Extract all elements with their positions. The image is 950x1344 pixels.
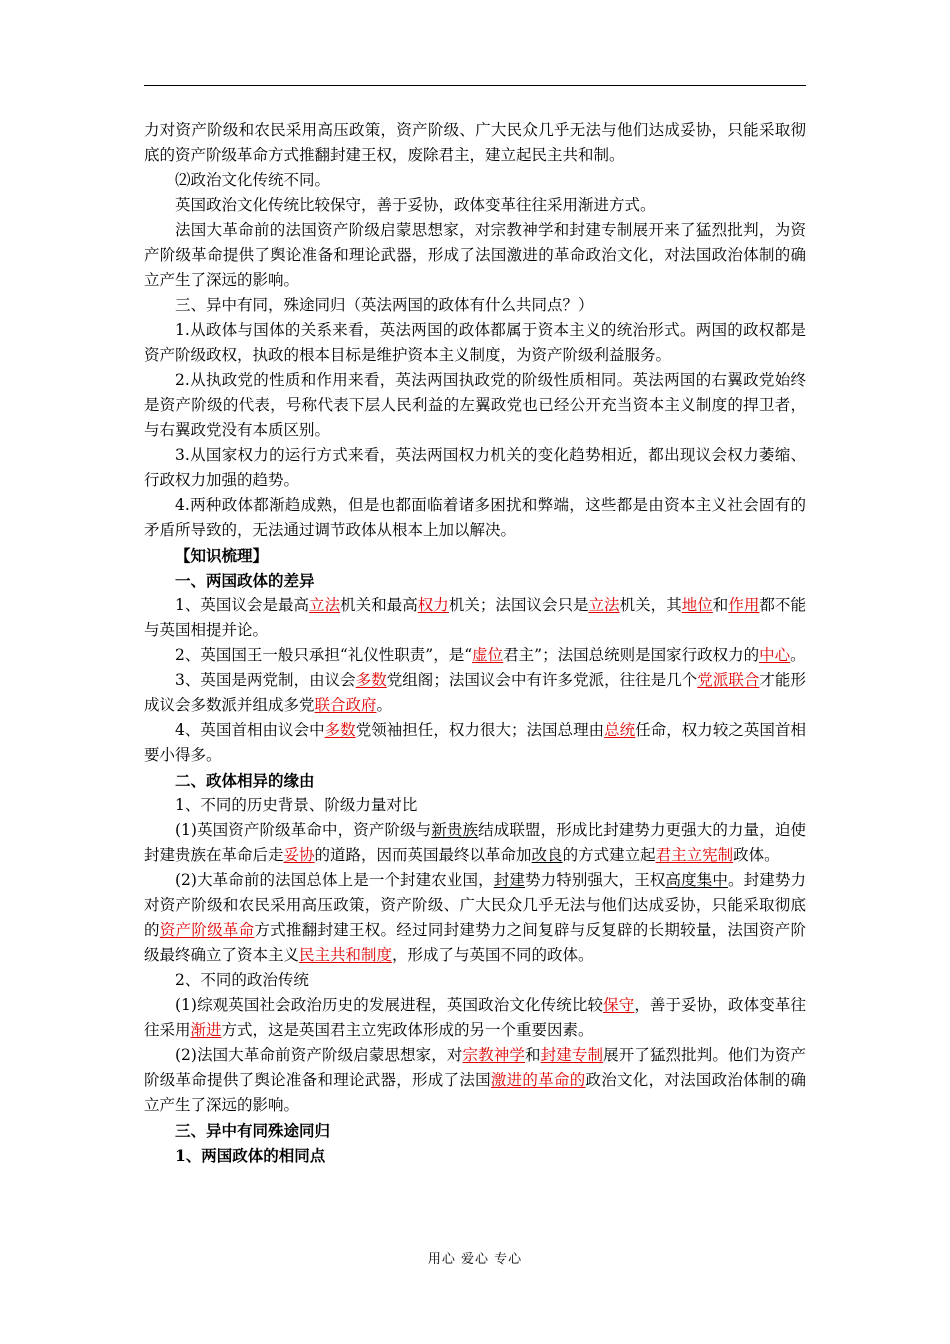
answer-term: 党派联合 xyxy=(697,671,760,689)
section-heading xyxy=(144,1118,806,1143)
text-run: 1.从政体与国体的关系来看，英法两国的政体都属于资本主义的统治形式。两国的政权都是资产阶级政权，执政的根本目标是维护资本主义制度，为资产阶级利益服务。 xyxy=(144,321,806,364)
text-run: 2、英国国王一般只承担“礼仪性职责”，是“ xyxy=(175,646,473,664)
answer-term: 地位 xyxy=(681,596,713,614)
paragraph xyxy=(144,818,806,868)
section-heading xyxy=(144,568,806,593)
answer-term: 总统 xyxy=(604,721,636,739)
text-run: 1、不同的历史背景、阶级力量对比 xyxy=(175,796,418,814)
text-run: 3.从国家权力的运行方式来看，英法两国权力机关的变化趋势相近，都出现议会权力萎缩、行政权力加强的趋势。 xyxy=(144,446,806,489)
underlined-term: 封建 xyxy=(493,871,525,889)
text-run: 力对资产阶级和农民采用高压政策，资产阶级、广大民众几乎无法与他们达成妥协，只能采取彻底的资产阶级革命方式推翻封建王权，废除君主，建立起民主共和制。 xyxy=(144,121,806,164)
text-run: 三、异中有同，殊途同归（英法两国的政体有什么共同点？） xyxy=(175,296,594,314)
text-run: 结成联盟，形成比封建势力更强大的力量，迫使封建贵族在革命后走 xyxy=(144,821,806,864)
text-run: ，善于妥协，政体变革往往采用 xyxy=(144,996,806,1039)
answer-term: 资产阶级革命 xyxy=(159,921,255,939)
answer-term: 中心 xyxy=(759,646,791,664)
text-run: (2)法国大革命前资产阶级启蒙思想家，对 xyxy=(175,1046,463,1064)
answer-term: 联合政府 xyxy=(314,696,377,714)
text-run: 英国政治文化传统比较保守，善于妥协，政体变革往往采用渐进方式。 xyxy=(175,196,656,214)
answer-term: 妥协 xyxy=(283,846,315,864)
answer-term: 封建专制 xyxy=(540,1046,604,1064)
paragraph xyxy=(144,193,806,218)
text-run: 才能形成议会多数派并组成多党 xyxy=(144,671,806,714)
answer-term: 作用 xyxy=(728,596,760,614)
paragraph xyxy=(144,718,806,768)
paragraph xyxy=(144,968,806,993)
text-run: 都不能与英国相提并论。 xyxy=(144,596,806,639)
text-run: 4、英国首相由议会中 xyxy=(175,721,325,739)
text-run: (1)综观英国社会政治历史的发展进程，英国政治文化传统比较 xyxy=(175,996,604,1014)
text-run: 1、英国议会是最高 xyxy=(175,596,310,614)
answer-term: 立法 xyxy=(588,596,620,614)
answer-term: 虚位 xyxy=(472,646,504,664)
paragraph xyxy=(144,868,806,968)
answer-term: 权力 xyxy=(417,596,449,614)
text-run: 方式，这是英国君主立宪政体形成的另一个重要因素。 xyxy=(221,1021,594,1039)
paragraph xyxy=(144,643,806,668)
text-run: 机关和最高 xyxy=(340,596,418,614)
paragraph xyxy=(144,793,806,818)
answer-term: 宗教神学 xyxy=(462,1046,525,1064)
text-run: 方式推翻封建王权。经过同封建势力之间复辟与反复辟的长期较量，法国资产阶级最终确立了资本主义 xyxy=(144,921,806,964)
text-run: 和 xyxy=(525,1046,541,1064)
underlined-term: 高度集中 xyxy=(665,871,728,889)
paragraph xyxy=(144,218,806,293)
text-run: 机关，其 xyxy=(619,596,682,614)
text-run: 君主”；法国总统则是国家行政权力的 xyxy=(503,646,760,664)
text-run: 2.从执政党的性质和作用来看，英法两国执政党的阶级性质相同。英法两国的右翼政党始终是资产阶级的代表，号称代表下层人民利益的左翼政党也已经公开充当资本主义制度的捍卫者，与右翼政党没有本质区别。 xyxy=(144,371,806,439)
text-run: 任命，权力较之英国首相要小得多。 xyxy=(144,721,806,764)
header-rule xyxy=(144,85,806,86)
text-run: 3、英国是两党制，由议会 xyxy=(175,671,356,689)
paragraph xyxy=(144,1043,806,1118)
text-run: 机关；法国议会只是 xyxy=(448,596,589,614)
answer-term: 多数 xyxy=(324,721,356,739)
page-footer: 用心 爱心 专心 xyxy=(427,1252,523,1267)
paragraph xyxy=(144,493,806,543)
document-body xyxy=(144,118,806,1168)
paragraph xyxy=(144,993,806,1043)
text-run: 。封建势力对资产阶级和农民采用高压政策，资产阶级、广大民众几乎无法与他们达成妥协，只能采取彻底的 xyxy=(144,871,806,939)
text-run: 展开了猛烈批判。他们为资产阶级革命提供了舆论准备和理论武器，形成了法国 xyxy=(144,1046,806,1089)
underlined-term: 新贵族 xyxy=(431,821,479,839)
text-run: 的方式建立起 xyxy=(562,846,656,864)
text-run: ⑵政治文化传统不同。 xyxy=(175,171,331,189)
text-run: 二、政体相异的缘由 xyxy=(175,771,315,790)
text-run: 和 xyxy=(712,596,729,614)
text-run: 一、两国政体的差异 xyxy=(175,571,315,590)
paragraph xyxy=(144,168,806,193)
text-run: (2)大革命前的法国总体上是一个封建农业国， xyxy=(175,871,494,889)
text-run: 4.两种政体都渐趋成熟，但是也都面临着诸多困扰和弊端，这些都是由资本主义社会固有的矛盾所导致的，无法通过调节政体从根本上加以解决。 xyxy=(144,496,806,539)
answer-term: 君主立宪制 xyxy=(655,846,734,864)
text-run: 。 xyxy=(376,696,393,714)
text-run: 势力特别强大，王权 xyxy=(524,871,666,889)
text-run: 1、两国政体的相同点 xyxy=(175,1146,326,1165)
answer-term: 民主共和制度 xyxy=(299,946,393,964)
section-heading xyxy=(144,1143,806,1168)
section-heading xyxy=(144,543,806,568)
text-run: (1)英国资产阶级革命中，资产阶级与 xyxy=(175,821,432,839)
text-run: 法国大革命前的法国资产阶级启蒙思想家，对宗教神学和封建专制展开来了猛烈批判，为资产阶级革命提供了舆论准备和理论武器，形成了法国激进的革命政治文化，对法国政治体制的确立产生了深远的影响。 xyxy=(144,221,806,289)
section-heading xyxy=(144,768,806,793)
answer-term: 渐进 xyxy=(190,1021,222,1039)
paragraph xyxy=(144,293,806,318)
paragraph xyxy=(144,318,806,368)
paragraph xyxy=(144,443,806,493)
text-run: ，形成了与英国不同的政体。 xyxy=(392,946,594,964)
answer-term: 激进的革命的 xyxy=(490,1071,586,1089)
paragraph xyxy=(144,668,806,718)
paragraph xyxy=(144,368,806,443)
text-run: 党领袖担任，权力很大；法国总理由 xyxy=(355,721,605,739)
text-run: 党组阁；法国议会中有许多党派，往往是几个 xyxy=(386,671,698,689)
answer-term: 多数 xyxy=(355,671,387,689)
paragraph xyxy=(144,118,806,168)
underlined-term: 改良 xyxy=(531,846,563,864)
text-run: 政体。 xyxy=(733,846,780,864)
text-run: 。 xyxy=(790,646,806,664)
text-run: 政治文化，对法国政治体制的确立产生了深远的影响。 xyxy=(144,1071,806,1114)
answer-term: 立法 xyxy=(309,596,341,614)
text-run: 三、异中有同殊途同归 xyxy=(175,1121,331,1140)
text-run: 的道路，因而英国最终以革命加 xyxy=(314,846,532,864)
answer-term: 保守 xyxy=(603,996,635,1014)
text-run: 2、不同的政治传统 xyxy=(175,971,309,989)
paragraph xyxy=(144,593,806,643)
text-run: 【知识梳理】 xyxy=(175,546,269,565)
